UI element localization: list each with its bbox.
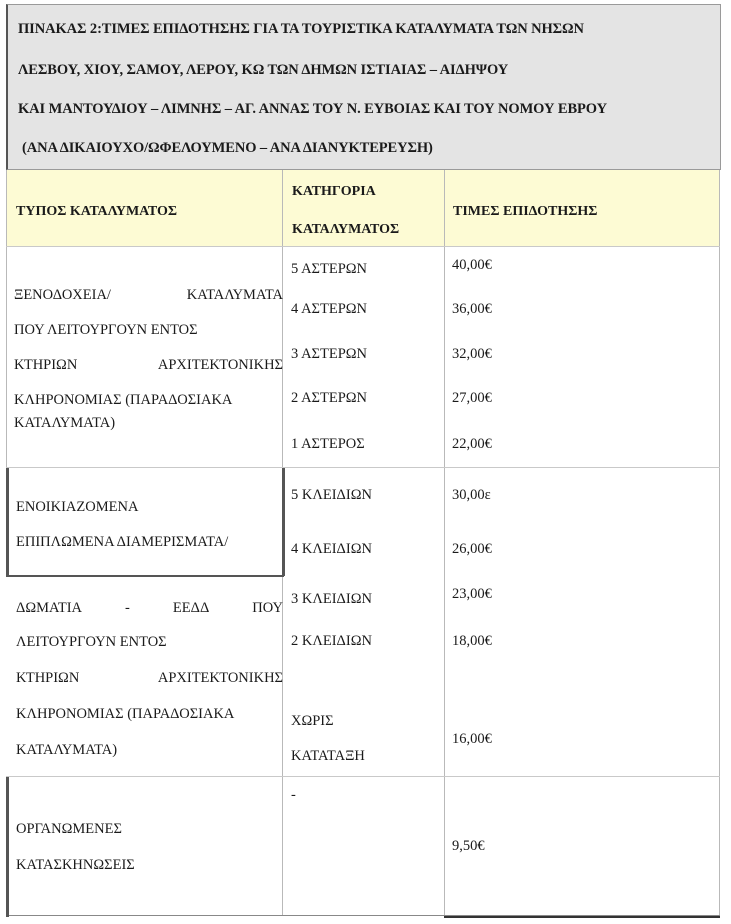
group2-category-3-keys: 3 ΚΛΕΙΔΙΩΝ — [291, 591, 372, 607]
group2-type-word: ΠΟΥ — [252, 600, 283, 616]
header-category-line-2: ΚΑΤΑΛΥΜΑΤΟΣ — [292, 222, 400, 237]
group2-type-word: ΕΕΔΔ — [172, 600, 210, 616]
group1-price-5-stars: 40,00€ — [452, 257, 492, 273]
group2-category-unrated-line-2: ΚΑΤΑΤΑΞΗ — [291, 748, 365, 764]
header-subsidy-price: ΤΙΜΕΣ ΕΠΙΔΟΤΗΣΗΣ — [453, 204, 598, 219]
group1-type-line-2: ΠΟΥ ΛΕΙΤΟΥΡΓΟΥΝ ΕΝΤΟΣ — [14, 322, 198, 338]
group1-category-4-stars: 4 ΑΣΤΕΡΩΝ — [291, 301, 368, 317]
group3-price: 9,50€ — [452, 838, 485, 854]
group2-type-line-3 — [16, 600, 283, 617]
group2-bottom-line — [6, 776, 720, 777]
table-title-line-1: ΠΙΝΑΚΑΣ 2:ΤΙΜΕΣ ΕΠΙΔΟΤΗΣΗΣ ΓΙΑ ΤΑ ΤΟΥΡΙΣΤΙΚΑ ΚΑΤΑΛΥΜΑΤΑ ΤΩΝ ΝΗΣΩΝ — [18, 21, 584, 37]
group1-type-line-3 — [14, 357, 283, 374]
group2-category-unrated-line-1: ΧΩΡΙΣ — [291, 713, 334, 729]
table-title-box — [6, 4, 721, 170]
column-divider-2 — [444, 170, 445, 916]
group2-type-line-7: ΚΑΤΑΛΥΜΑΤΑ) — [16, 742, 118, 758]
header-bottom-line — [6, 246, 720, 247]
table-bottom-accent — [444, 916, 720, 918]
group1-type-word: ΑΡΧΙΤΕΚΤΟΝΙΚΗΣ — [157, 357, 283, 373]
group1-category-3-stars: 3 ΑΣΤΕΡΩΝ — [291, 346, 368, 362]
group1-category-1-star: 1 ΑΣΤΕΡΟΣ — [291, 436, 365, 452]
group2-price-5-keys: 30,00ε — [452, 487, 491, 503]
group3-type-line-1: ΟΡΓΑΝΩΜΕΝΕΣ — [16, 821, 122, 837]
table-header-row — [6, 170, 720, 246]
group2-type-line-5 — [16, 670, 283, 687]
group2-type-word: - — [125, 600, 130, 616]
group1-type-line-1 — [14, 287, 283, 304]
header-accommodation-type: ΤΥΠΟΣ ΚΑΤΑΛΥΜΑΤΟΣ — [16, 204, 178, 219]
group2-price-4-keys: 26,00€ — [452, 541, 492, 557]
group1-category-2-stars: 2 ΑΣΤΕΡΩΝ — [291, 390, 368, 406]
group2-inner-border — [282, 468, 285, 576]
group1-type-word: ΚΑΤΑΛΥΜΑΤΑ — [186, 287, 283, 303]
group1-category-5-stars: 5 ΑΣΤΕΡΩΝ — [291, 261, 368, 277]
header-category-line-1: ΚΑΤΗΓΟΡΙΑ — [292, 184, 376, 199]
group2-price-2-keys: 18,00€ — [452, 633, 492, 649]
subsidy-table-page — [6, 4, 720, 917]
group3-left-border — [6, 777, 9, 917]
group2-type-word: ΚΤΗΡΙΩΝ — [16, 670, 80, 686]
group1-price-3-stars: 32,00€ — [452, 346, 492, 362]
table-title-line-2: ΛΕΣΒΟΥ, ΧΙΟΥ, ΣΑΜΟΥ, ΛΕΡΟΥ, ΚΩ ΤΩΝ ΔΗΜΩΝ ΙΣΤΙΑΙΑΣ – ΑΙΔΗΨΟΥ — [18, 62, 509, 78]
group2-type-line-2: ΕΠΙΠΛΩΜΕΝΑ ΔΙΑΜΕΡΙΣΜΑΤΑ/ — [16, 534, 229, 550]
group2-category-2-keys: 2 ΚΛΕΙΔΙΩΝ — [291, 633, 372, 649]
group1-type-word: ΚΤΗΡΙΩΝ — [14, 357, 78, 373]
group2-price-3-keys: 23,00€ — [452, 586, 492, 602]
group1-type-line-4: ΚΛΗΡΟΝΟΜΙΑΣ (ΠΑΡΑΔΟΣΙΑΚΑ — [14, 392, 233, 408]
group2-price-unrated: 16,00€ — [452, 731, 492, 747]
table-title-line-3: ΚΑΙ ΜΑΝΤΟΥΔΙΟΥ – ΛΙΜΝΗΣ – ΑΓ. ΑΝΝΑΣ ΤΟΥ Ν. ΕΥΒΟΙΑΣ ΚΑΙ ΤΟΥ ΝΟΜΟΥ ΕΒΡΟΥ — [18, 101, 607, 117]
table-right-border — [719, 170, 720, 916]
table-title-line-4: (ΑΝΑ ΔΙΚΑΙΟΥΧΟ/ΩΦΕΛΟΥΜΕΝΟ – ΑΝΑ ΔΙΑΝΥΚΤΕΡΕΥΣΗ) — [22, 140, 433, 156]
group1-price-2-stars: 27,00€ — [452, 390, 492, 406]
group1-type-word: ΞΕΝΟΔΟΧΕΙΑ/ — [14, 287, 111, 303]
table-left-border — [6, 170, 7, 470]
group2-box-bottom — [6, 575, 284, 577]
group1-price-4-stars: 36,00€ — [452, 301, 492, 317]
group1-bottom-line — [6, 467, 720, 468]
group2-type-word: ΔΩΜΑΤΙΑ — [16, 600, 83, 616]
group2-type-line-1: ΕΝΟΙΚΙΑΖΟΜΕΝΑ — [16, 499, 139, 515]
group2-category-5-keys: 5 ΚΛΕΙΔΙΩΝ — [291, 487, 372, 503]
group2-left-border — [6, 468, 9, 576]
group2-type-line-4: ΛΕΙΤΟΥΡΓΟΥΝ ΕΝΤΟΣ — [16, 634, 167, 650]
group1-price-1-star: 22,00€ — [452, 436, 492, 452]
group2-type-line-6: ΚΛΗΡΟΝΟΜΙΑΣ (ΠΑΡΑΔΟΣΙΑΚΑ — [16, 706, 235, 722]
group3-category-dash: - — [291, 787, 296, 803]
group2-type-word: ΑΡΧΙΤΕΚΤΟΝΙΚΗΣ — [157, 670, 283, 686]
group2-category-4-keys: 4 ΚΛΕΙΔΙΩΝ — [291, 541, 372, 557]
group3-type-line-2: ΚΑΤΑΣΚΗΝΩΣΕΙΣ — [16, 857, 135, 873]
group1-type-line-5: ΚΑΤΑΛΥΜΑΤΑ) — [14, 415, 116, 431]
